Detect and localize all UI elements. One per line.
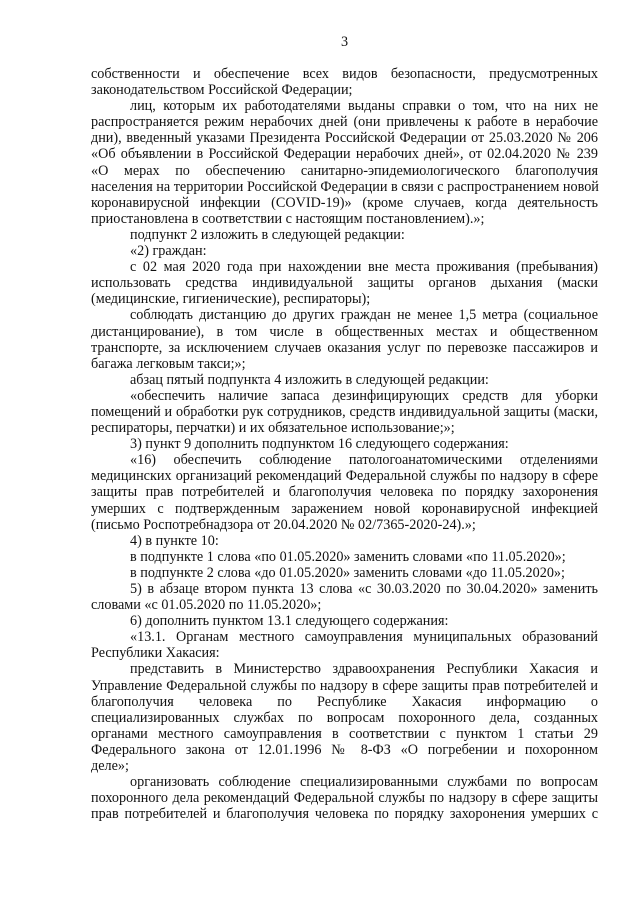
text-line: Управление Федеральной службы по надзору в сфере защиты прав потребителей и	[91, 677, 598, 694]
text-line: транспорте, за исключением случаев оказания услуг по перевозке пассажиров и	[91, 339, 598, 356]
paragraph	[91, 613, 598, 629]
paragraph	[91, 372, 598, 388]
paragraph	[91, 565, 598, 581]
text-line: коронавирусной инфекции (COVID-19)» (кроме случаев, когда деятельность	[91, 194, 598, 211]
text-line: собственности и обеспечение всех видов безопасности, предусмотренных	[91, 66, 598, 82]
text-line: 5) в абзаце втором пункта 13 слова «с 30.03.2020 по 30.04.2020» заменить	[130, 581, 598, 597]
text-line: (медицинские, гигиенические), респираторы);	[91, 291, 371, 308]
text-line: законодательством Российской Федерации;	[91, 82, 353, 99]
text-line: в подпункте 1 слова «по 01.05.2020» заменить словами «по 11.05.2020»;	[130, 548, 566, 565]
text-line: защиты прав потребителей и благополучия человека по порядку захоронения	[91, 484, 598, 501]
paragraph	[91, 259, 598, 307]
text-line: 3) пункт 9 дополнить подпунктом 16 следующего содержания:	[130, 436, 509, 453]
text-line: органами местного самоуправления в соответствии с пунктом 1 статьи 29	[91, 725, 598, 742]
paragraph	[91, 661, 598, 774]
paragraph	[91, 452, 598, 532]
paragraph	[91, 629, 598, 661]
text-line: лиц, которым их работодателями выданы справки о том, что на них не	[130, 98, 598, 115]
paragraph	[91, 774, 598, 822]
text-line: населения на территории Российской Федерации в связи с распространением новой	[91, 178, 599, 195]
paragraph	[91, 307, 598, 371]
paragraph	[91, 436, 598, 452]
text-line: словами «с 01.05.2020 по 11.05.2020»;	[91, 597, 322, 614]
paragraph	[91, 227, 598, 243]
text-line: «Об объявлении в Российской Федерации нерабочих дней», от 02.04.2020 № 239	[91, 146, 598, 163]
text-line: «16) обеспечить соблюдение патологоанатомическими отделениями	[130, 452, 598, 469]
paragraph	[91, 98, 598, 227]
text-line: абзац пятый подпункта 4 изложить в следующей редакции:	[130, 371, 489, 388]
text-line: дистанцирование), в том числе в общественных местах и общественном	[91, 323, 598, 340]
text-line: Федерального закона от 12.01.1996 № 8-ФЗ «О погребении и похоронном	[91, 741, 598, 758]
text-line: соблюдать дистанцию до других граждан не менее 1,5 метра (социальное	[130, 307, 598, 324]
text-line: «2) граждан:	[130, 243, 207, 260]
text-line: «О мерах по обеспечению санитарно-эпидемиологического благополучия	[91, 162, 598, 179]
text-line: багажа легковым такси;»;	[91, 355, 246, 372]
text-line: в подпункте 2 слова «до 01.05.2020» заменить словами «до 11.05.2020»;	[130, 564, 565, 581]
paragraph	[91, 533, 598, 549]
paragraph	[91, 388, 598, 436]
text-line: умерших с подтвержденным заражением новой коронавирусной инфекцией	[91, 500, 598, 517]
text-line: приостановлена в соответствии с настоящим постановлением).»;	[91, 210, 485, 227]
text-line: специализированных службах по вопросам похоронного дела, созданных	[91, 709, 598, 726]
text-line: «обеспечить наличие запаса дезинфицирующих средств для уборки	[130, 387, 598, 404]
text-line: Республики Хакасия:	[91, 645, 220, 662]
paragraph	[91, 243, 598, 259]
text-line: использовать средства индивидуальной защиты органов дыхания (маски	[91, 275, 598, 292]
paragraph	[91, 581, 598, 613]
text-line: прав потребителей и благополучия человека по порядку захоронения умерших с	[91, 806, 598, 823]
text-line: с 02 мая 2020 года при нахождении вне места проживания (пребывания)	[130, 259, 598, 276]
text-line: подпункт 2 изложить в следующей редакции:	[130, 226, 405, 243]
text-line: респираторы, перчатки) и их обязательное использование;»;	[91, 420, 455, 437]
text-line: благополучия человека по Республике Хакасия информацию о	[91, 693, 598, 710]
page-number: 3	[340, 34, 349, 50]
text-line: распространяется режим нерабочих дней (они привлечены к работе в нерабочие	[91, 114, 598, 131]
text-line: деле»;	[91, 758, 129, 775]
text-line: представить в Министерство здравоохранения Республики Хакасия и	[130, 661, 598, 678]
text-line: помещений и обработки рук сотрудников, средств индивидуальной защиты (маски,	[91, 403, 598, 420]
text-line: дни), введенный указами Президента Российской Федерации от 25.03.2020 № 206	[91, 130, 598, 147]
text-line: похоронного дела рекомендаций Федеральной службы по надзору в сфере защиты	[91, 790, 598, 807]
continued-paragraph	[91, 66, 598, 98]
text-line: «13.1. Органам местного самоуправления муниципальных образований	[130, 629, 598, 646]
text-line: медицинских организаций рекомендаций Федеральной службы по надзору в сфере	[91, 468, 598, 485]
text-line: организовать соблюдение специализированными службами по вопросам	[130, 774, 598, 791]
text-line: 6) дополнить пунктом 13.1 следующего содержания:	[130, 613, 449, 630]
text-line: (письмо Роспотребнадзора от 20.04.2020 № 02/7365-2020-24).»;	[91, 516, 476, 533]
text-line: 4) в пункте 10:	[130, 532, 219, 549]
paragraph	[91, 549, 598, 565]
document-body	[91, 66, 598, 822]
